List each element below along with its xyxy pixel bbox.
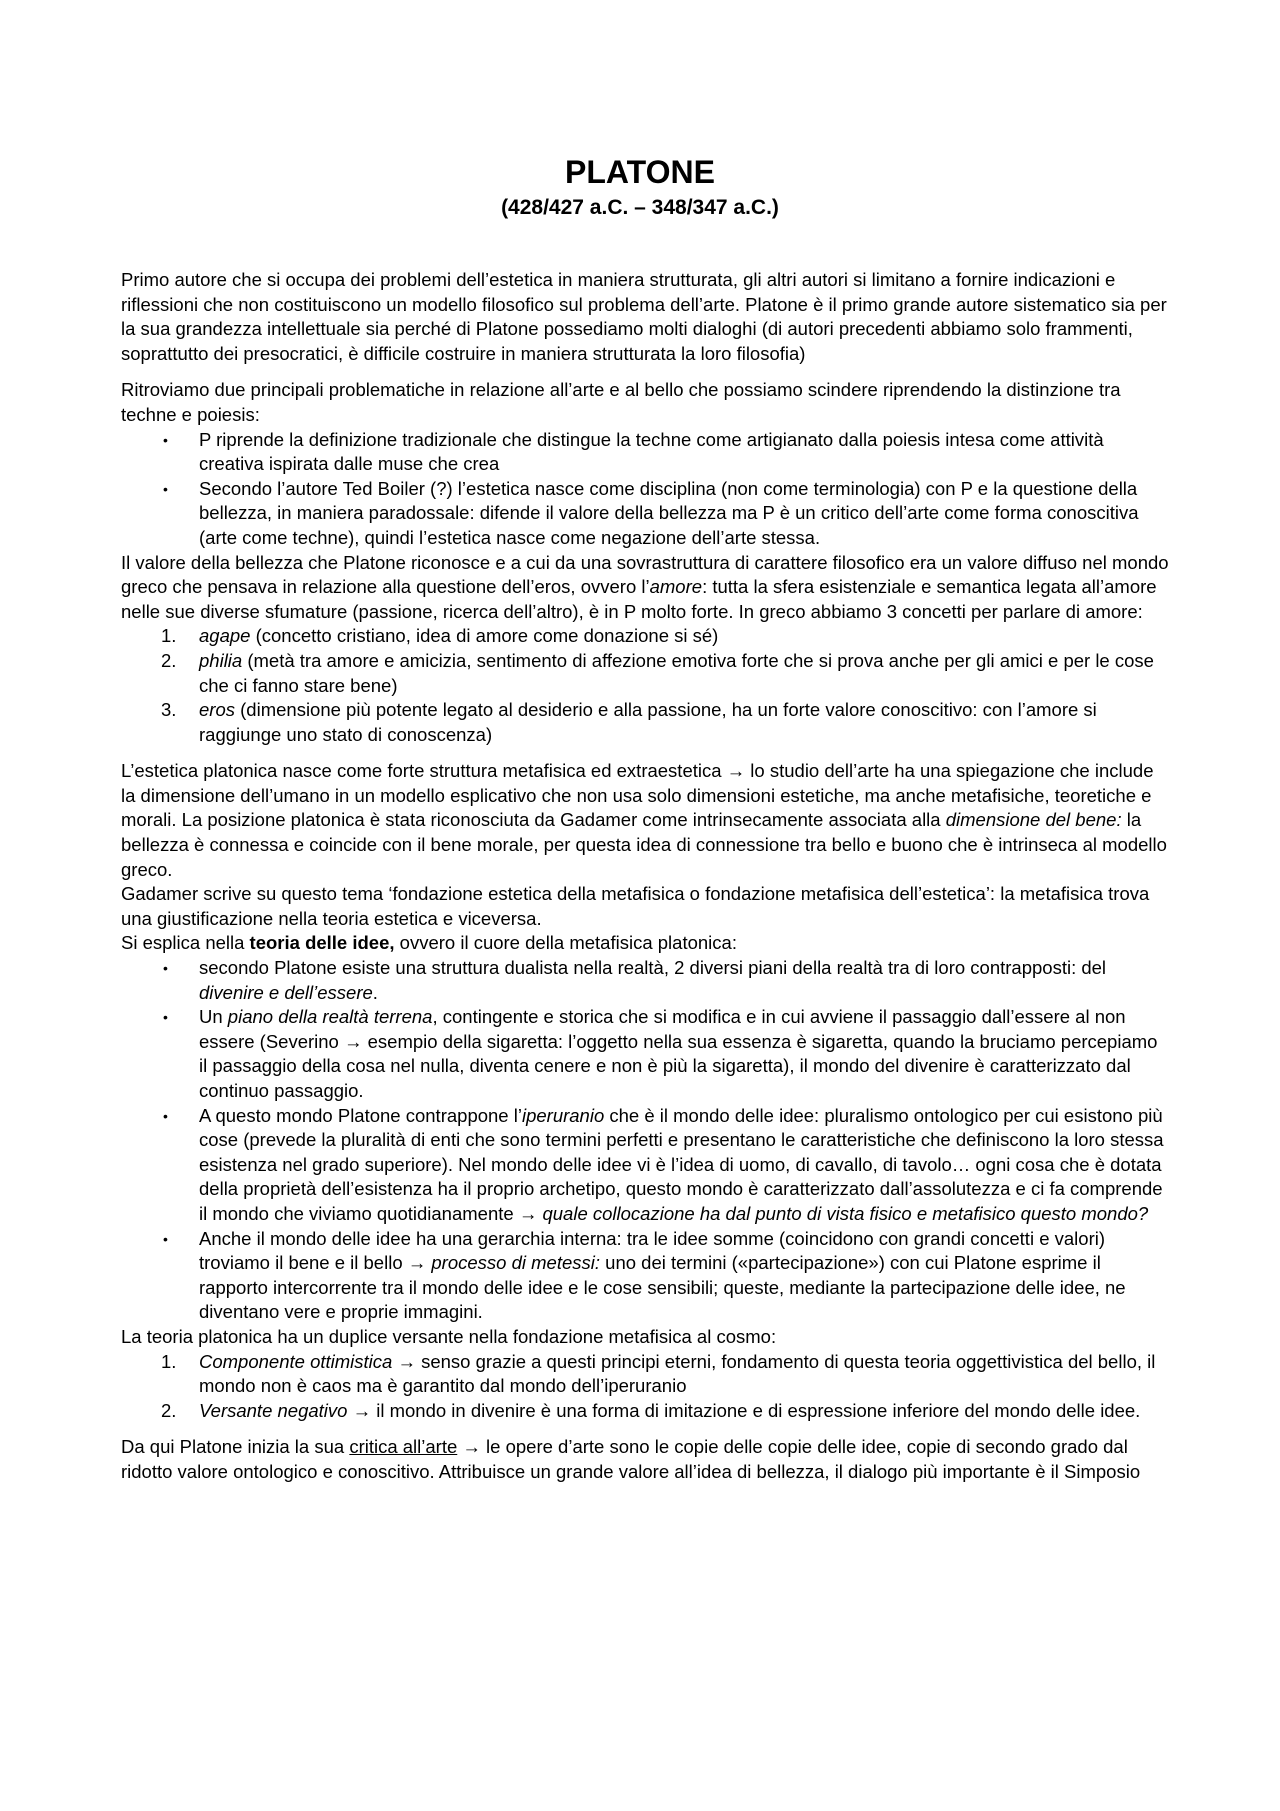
list-item: • Anche il mondo delle idee ha una gerarchia interna: tra le idee somme (coincidono con grandi concetti e valori) troviamo il bene e il bello → processo di metessi: uno dei termini («partecipazione») con cui Platone esprime il rapporto intercorrente tra il mondo delle idee e le cose sensibili; queste, mediante la partecipazione delle idee, ne diventano vere e proprie immagini. — [163, 1227, 1126, 1323]
list-item: 1. agape (concetto cristiano, idea di amore come donazione si sé) — [161, 625, 719, 647]
bullet-marker: • — [163, 960, 168, 977]
title-block — [0, 152, 1280, 222]
paragraph-metaphysics: L’estetica platonica nasce come forte struttura metafisica ed extraestetica → lo studio dell’arte ha una spiegazione che include la dimensione dell’umano in un modello esplicativo che non usa solo dimensioni estetiche, ma anche metafisiche, teoretiche e morali. La posizione platonica è stata riconosciuta da Gadamer come intrinsecamente associata alla dimensione del bene: la bellezza è connessa e coincide con il bene morale, per questa idea di connessione tra bello e buono che è intrinseca al modello greco. — [121, 760, 1167, 880]
bullet-marker: • — [163, 480, 168, 497]
list-item: • Secondo l’autore Ted Boiler (?) l’estetica nasce come disciplina (non come terminologia) con P e la questione della bellezza, in maniera paradossale: difende il valore della bellezza ma P è un critico dell’arte come forma conoscitiva (arte come techne), quindi l’estetica nasce come negazione dell’arte stessa. — [163, 477, 1139, 548]
numbered-list-love — [121, 624, 1169, 747]
list-item: 2. philia (metà tra amore e amicizia, sentimento di affezione emotiva forte che si prova anche per gli amici e per le cose che ci fanno stare bene) — [161, 649, 1154, 696]
bullet-list-techne — [121, 428, 1169, 551]
numbered-list-versants — [121, 1350, 1169, 1424]
page-subtitle: (428/427 a.C. – 348/347 a.C.) — [501, 196, 779, 219]
paragraph-cosmos: La teoria platonica ha un duplice versante nella fondazione metafisica al cosmo: — [121, 1325, 777, 1347]
arrow-icon: → — [462, 1436, 481, 1458]
list-item: • secondo Platone esiste una struttura dualista nella realtà, 2 diversi piani della realtà tra di loro contrapposti: del divenire e dell’essere. — [163, 957, 1107, 1003]
arrow-icon: → — [407, 1252, 427, 1274]
bullet-marker: • — [163, 1009, 168, 1026]
paragraph-eros: Il valore della bellezza che Platone riconosce e a cui da una sovrastruttura di carattere filosofico era un valore diffuso nel mondo greco che pensava in relazione alla questione dell’eros, ovvero l’amore: tutta la sfera esistenziale e semantica legata all’amore nelle sue diverse sfumature (passione, ricerca dell’altro), è in P molto forte. In greco abbiamo 3 concetti per parlare di amore: — [121, 551, 1169, 622]
list-item: • A questo mondo Platone contrappone l’iperuranio che è il mondo delle idee: pluralismo ontologico per cui esistono più cose (prevede la pluralità di enti che sono termini perfetti e presentano le caratteristiche che definiscono la loro stessa esistenza nel grado superiore). Nel mondo delle idee vi è l’idea di uomo, di cavallo, di tavolo… ogni cosa che è dotata della proprietà dell’esistenza ha il proprio archetipo, questo mondo è caratterizzato dall’assolutezza e ci fa comprende il mondo che viviamo quotidianamente → quale collocazione ha dal punto di vista fisico e metafisico questo mondo? — [163, 1104, 1164, 1224]
list-item: 1. Componente ottimistica → senso grazie a questi principi eterni, fondamento di questa teoria oggettivistica del bello, il mondo non è caos ma è garantito dal mondo dell’iperuranio — [161, 1350, 1156, 1397]
paragraph-ideas: Si esplica nella teoria delle idee, ovvero il cuore della metafisica platonica: — [121, 932, 737, 954]
paragraph-problems: Ritroviamo due principali problematiche in relazione all’arte e al bello che possiamo scindere riprendendo la distinzione tra techne e poiesis: — [121, 379, 1121, 425]
arrow-icon: → — [352, 1399, 372, 1421]
bullet-list-ideas — [121, 956, 1169, 1325]
page-title: PLATONE — [565, 154, 715, 190]
list-item: • P riprende la definizione tradizionale che distingue la techne come artigianato dalla poiesis intesa come attività creativa ispirata dalle muse che crea — [163, 428, 1104, 475]
document-body — [121, 268, 1169, 1485]
bullet-marker: • — [163, 431, 168, 448]
list-item: • Un piano della realtà terrena, contingente e storica che si modifica e in cui avviene il passaggio dall’essere al non essere (Severino → esempio della sigaretta: l’oggetto nella sua essenza è sigaretta, quando la bruciamo percepiamo il passaggio della cosa nel nulla, diventa cenere e non è più la sigaretta), il mondo del divenire è caratterizzato dal continuo passaggio. — [163, 1006, 1158, 1101]
list-item: 3. eros (dimensione più potente legato al desiderio e alla passione, ha un forte valore conoscitivo: con l’amore si raggiunge uno stato di conoscenza) — [161, 699, 1097, 745]
arrow-icon: → — [397, 1350, 416, 1372]
paragraph-intro: Primo autore che si occupa dei problemi dell’estetica in maniera strutturata, gli altri autori si limitano a fornire indicazioni e riflessioni che non costituiscono un modello filosofico sul problema dell’arte. Platone è il primo grande autore sistematico sia per la sua grandezza intellettuale sia perché di Platone possediamo molti dialoghi (di autori precedenti abbiamo solo frammenti, soprattutto dei presocratici, è difficile costruire in maniera strutturata la loro filosofia) — [121, 269, 1167, 364]
bullet-marker: • — [163, 1230, 168, 1247]
list-item: 2. Versante negativo → il mondo in divenire è una forma di imitazione e di espressione inferiore del mondo delle idee. — [161, 1399, 1141, 1421]
arrow-icon: → — [518, 1202, 538, 1224]
arrow-icon: → — [343, 1030, 363, 1052]
paragraph-gadamer: Gadamer scrive su questo tema ‘fondazione estetica della metafisica o fondazione metafisica dell’estetica’: la metafisica trova una giustificazione nella teoria estetica e viceversa. — [121, 883, 1150, 929]
paragraph-art-critique: Da qui Platone inizia la sua critica all’arte → le opere d’arte sono le copie delle copie delle idee, copie di secondo grado dal ridotto valore ontologico e conoscitivo. Attribuisce un grande valore all’idea di bellezza, il dialogo più importante è il Simposio — [121, 1436, 1141, 1482]
arrow-icon: → — [726, 760, 746, 782]
bullet-marker: • — [163, 1107, 168, 1124]
